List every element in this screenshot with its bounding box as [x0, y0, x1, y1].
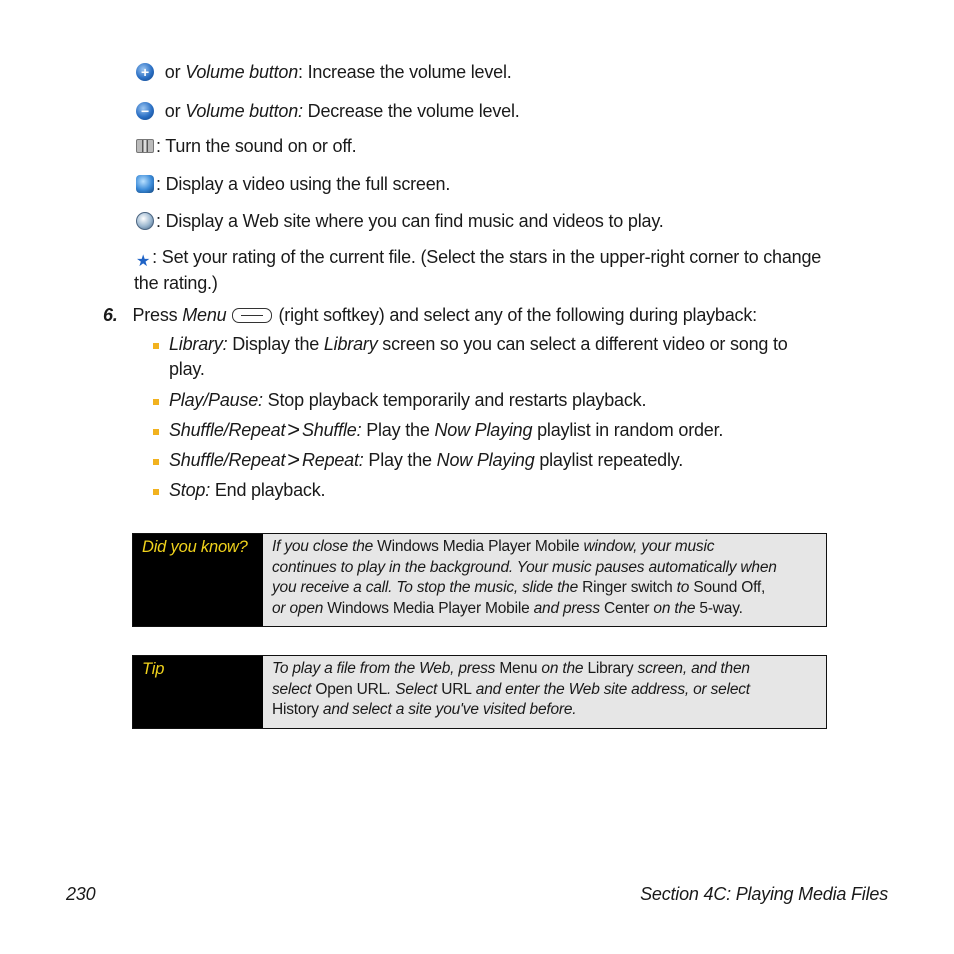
menu-key-icon: [232, 308, 272, 323]
web-icon: [136, 212, 154, 230]
section-title: Section 4C: Playing Media Files: [640, 884, 888, 904]
speaker-item: : Turn the sound on or off.: [136, 136, 356, 157]
volume-down-item: − or Volume button: Decrease the volume level.: [136, 101, 520, 122]
volume-down-icon: [136, 102, 154, 120]
bullet-marker: [153, 489, 159, 495]
rating-item-line2: the rating.): [134, 273, 218, 293]
list-item: Stop: End playback.: [169, 480, 326, 500]
speaker-icon: [136, 139, 154, 153]
list-item: Play/Pause: Stop playback temporarily and restarts playback.: [169, 390, 647, 410]
list-item: Shuffle/Repeat> Shuffle: Play the Now Playing playlist in random order.: [169, 417, 724, 442]
web-item: : Display a Web site where you can find music and videos to play.: [136, 211, 664, 232]
volume-up-item: + or Volume button: Increase the volume level.: [136, 62, 512, 83]
bullet-marker: [153, 459, 159, 465]
bullet-marker: [153, 399, 159, 405]
did-you-know-label: Did you know?: [133, 534, 263, 626]
step-6: 6. Press Menu (right softkey) and select any of the following during playback:: [103, 305, 757, 325]
bullet-marker: [153, 343, 159, 349]
full-screen-icon: [136, 175, 154, 193]
list-item-line2: play.: [169, 359, 205, 379]
did-you-know-box: [132, 533, 827, 627]
step-number: 6.: [103, 305, 118, 325]
tip-label: Tip: [133, 656, 263, 728]
bullet-marker: [153, 429, 159, 435]
tip-box: [132, 655, 827, 729]
star-icon: ★: [136, 253, 151, 270]
full-screen-item: : Display a video using the full screen.: [136, 174, 450, 195]
did-you-know-body: If you close the Windows Media Player Mobile window, your music continues to play in the background. Your music pauses automatically when you receive a call. To stop the music, slide the Ringer switch to Sound Off, or open Windows Media Player Mobile and press Center on the 5-way.: [263, 534, 826, 626]
tip-body: To play a file from the Web, press Menu on the Library screen, and then select Open URL. Select URL and enter the Web site address, or select History and select a site you've visited before.: [263, 656, 826, 728]
list-item: Shuffle/Repeat> Repeat: Play the Now Playing playlist repeatedly.: [169, 447, 684, 472]
volume-up-icon: [136, 63, 154, 81]
rating-item: ★ : Set your rating of the current file. (Select the stars in the upper-right corner to change: [136, 247, 822, 270]
page-number: 230: [66, 884, 96, 904]
list-item: Library: Display the Library screen so you can select a different video or song to: [169, 334, 788, 354]
